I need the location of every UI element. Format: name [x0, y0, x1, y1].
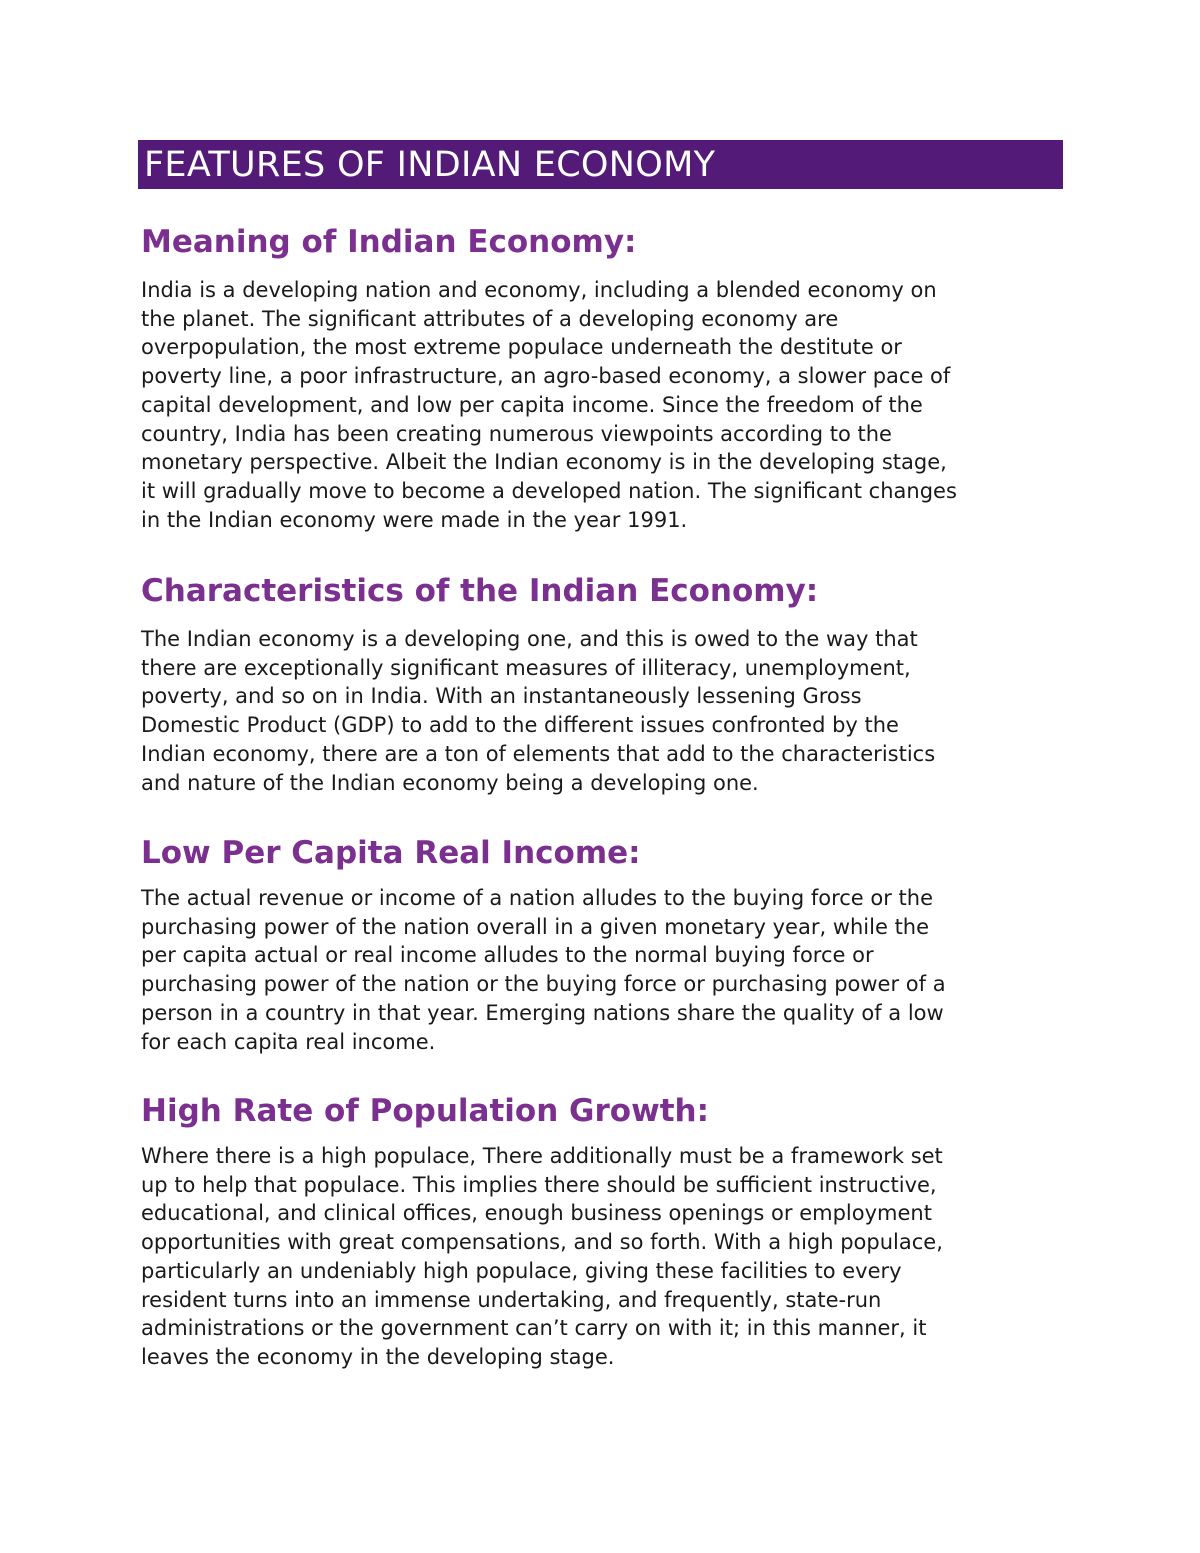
section-heading: Characteristics of the Indian Economy:: [141, 573, 819, 609]
paragraph-line: overpopulation, the most extreme populace underneath the destitute or: [141, 335, 902, 360]
paragraph-line: opportunities with great compensations, and so forth. With a high populace,: [141, 1230, 943, 1255]
title-banner: [138, 140, 1063, 189]
paragraph-line: country, India has been creating numerous viewpoints according to the: [141, 421, 892, 446]
paragraph-line: purchasing power of the nation overall in a given monetary year, while the: [141, 914, 930, 939]
paragraph-line: Where there is a high populace, There additionally must be a framework set: [141, 1144, 943, 1168]
paragraph-line: leaves the economy in the developing stage.: [141, 1344, 615, 1369]
paragraph-line: poverty, and so on in India. With an instantaneously lessening Gross: [141, 684, 862, 709]
paragraph-line: per capita actual or real income alludes to the normal buying force or: [141, 943, 874, 968]
section-characteristics: [141, 572, 1066, 797]
paragraph-line: and nature of the Indian economy being a developing one.: [141, 770, 759, 795]
section-paragraph: [141, 276, 1066, 534]
paragraph-line: purchasing power of the nation or the buying force or purchasing power of a: [141, 972, 946, 997]
paragraph-line: particularly an undeniably high populace, giving these facilities to every: [141, 1258, 902, 1283]
paragraph-line: educational, and clinical offices, enough business openings or employment: [141, 1201, 932, 1226]
section-heading: High Rate of Population Growth:: [141, 1093, 710, 1129]
section-paragraph: [141, 884, 1066, 1056]
page-title: FEATURES OF INDIAN ECONOMY: [144, 145, 716, 185]
paragraph-line: the planet. The significant attributes of a developing economy are: [141, 306, 839, 331]
paragraph-line: Indian economy, there are a ton of elements that add to the characteristics: [141, 741, 936, 766]
paragraph-line: up to help that populace. This implies there should be sufficient instructive,: [141, 1172, 937, 1197]
section-heading: Meaning of Indian Economy:: [141, 224, 637, 260]
paragraph-line: in the Indian economy were made in the year 1991.: [141, 507, 688, 532]
paragraph-line: it will gradually move to become a developed nation. The significant changes: [141, 478, 957, 503]
paragraph-line: India is a developing nation and economy, including a blended economy on: [141, 278, 937, 302]
section-paragraph: [141, 1142, 1066, 1372]
section-low-income: [141, 834, 1066, 1056]
section-meaning: [141, 223, 1066, 534]
section-population-growth: [141, 1092, 1066, 1372]
paragraph-line: resident turns into an immense undertaking, and frequently, state-run: [141, 1287, 882, 1312]
paragraph-line: monetary perspective. Albeit the Indian economy is in the developing stage,: [141, 450, 947, 475]
paragraph-line: The actual revenue or income of a nation alludes to the buying force or the: [141, 886, 934, 910]
paragraph-line: person in a country in that year. Emerging nations share the quality of a low: [141, 1000, 944, 1025]
paragraph-line: The Indian economy is a developing one, and this is owed to the way that: [141, 627, 918, 651]
paragraph-line: administrations or the government can’t carry on with it; in this manner, it: [141, 1316, 927, 1341]
paragraph-line: there are exceptionally significant measures of illiteracy, unemployment,: [141, 655, 911, 680]
paragraph-line: for each capita real income.: [141, 1029, 436, 1054]
paragraph-line: poverty line, a poor infrastructure, an agro-based economy, a slower pace of: [141, 364, 951, 389]
paragraph-line: capital development, and low per capita income. Since the freedom of the: [141, 392, 923, 417]
section-paragraph: [141, 625, 1066, 797]
section-heading: Low Per Capita Real Income:: [141, 835, 641, 871]
paragraph-line: Domestic Product (GDP) to add to the different issues confronted by the: [141, 713, 899, 738]
